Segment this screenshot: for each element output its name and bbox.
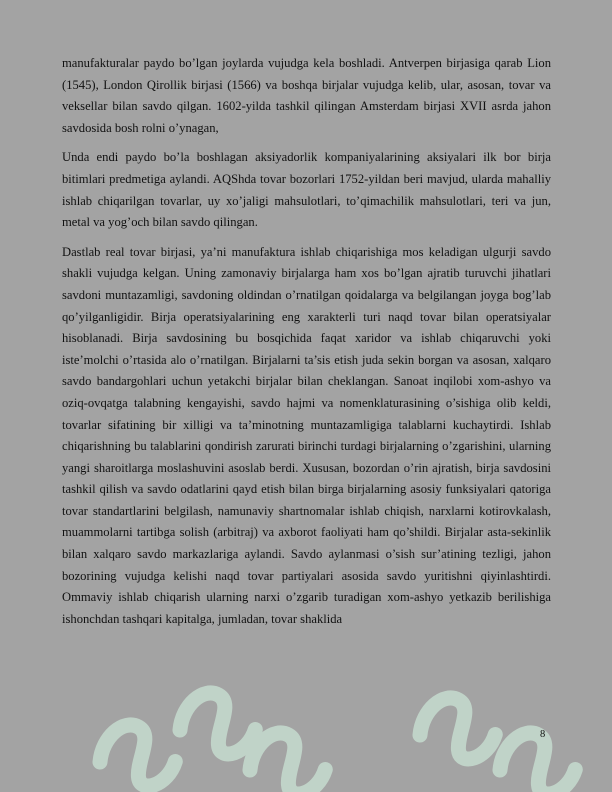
diagonal-s-logo-icon [241,722,329,792]
diagonal-s-logo-icon [171,682,259,771]
diagonal-s-logo-icon [411,687,499,776]
paragraph-1: manufakturalar paydo bo’lgan joylarda vujudga kela boshladi. Antverpen birjasiga qarab Lion (1545), London Qirollik birjasi (1566) va boshqa birjalar vujudga kelib, ular, asosan, tovar va veksellar bilan savdo qilgan. 1602-yilda tashkil qilingan Amsterdam birjasi XVII asrda jahon savdosida bosh rolni o’ynagan, [62,56,551,135]
diagonal-s-logo-icon [91,714,179,792]
paragraph-2: Unda endi paydo bo’la boshlagan aksiyadorlik kompaniyalarining aksiyalari ilk bor birja bitimlari predmetiga aylandi. AQShda tovar bozorlari 1752-yildan beri mavjud, ularda mahalliy ishlab chiqarilgan tovarlar, uy xo’jaligi mahsulotlari, to’qimachilik mahsulotlari, teri va jun, metal va yog’och bilan savdo qilingan. [62,150,551,230]
paragraph-3: Dastlab real tovar birjasi, ya’ni manufaktura ishlab chiqarishiga mos keladigan ulgurji savdo shakli vujudga kelgan. Uning zamonaviy birjalarga ham xos bo’lgan ajratib turuvchi jihatlari savdoni muntazamligi, savdoning oldindan o’rnatilgan qoidalarga va belgilangan joyga bog’lab qo’yilganligidir. Birja operatsiyalarining eng xarakterli turi naqd tovar bilan operatsiyalar hisoblanadi. Birja savdosining bu bosqichida faqat xaridor va ishlab chiqaruvchi yoki iste’molchi o’rtasida alo o’rnatilgan. Birjalarni ta’sis etish juda sekin borgan va asosan, xalqaro savdo bandargohlari uchun yetakchi birjalar bilan cheklangan. Sanoat inqilobi xom-ashyo va oziq-ovqatga talabning kengayishi, savdo hajmi va nomenklaturasining o’sishiga olib keldi, tovarlar sifatining bir xilligi va ta’minotning muntazamligiga talablarni kuchaytirdi. Ishlab chiqarishning bu talablarini qondirish zarurati birinchi turdagi birjalarning o’zgarishini, ularning yangi sharoitlarga moslashuvini asoslab berdi. Xususan, bozordan o’rin ajratish, birja savdosini tashkil qilish va savdo odatlarini qayd etish bilan birga birjalarning asosiy funksiyalari qatoriga tovar standartlarini belgilash, namunaviy shartnomalar ishlab chiqish, narxlarni kotirovkalash, muammolarni tartibga solish (arbitraj) va axborot faoliyati ham qo’shildi. Birjalar asta-sekinlik bilan xalqaro savdo markazlariga aylandi. Savdo aylanmasi o’sish sur’atining tezligi, jahon bozorining vujudga kelishi naqd tovar partiyalari asosida savdo yuritishni qiyinlashtirdi. Ommaviy ishlab chiqarish ularning narxi o’zgarib turadigan xom-ashyo yetkazib berilishiga ishonchdan tashqari kapitalga, jumladan, tovar shaklida [62,244,551,626]
document-body [62,53,551,638]
diagonal-s-logo-icon [491,722,579,792]
page-number: 8 [540,729,546,740]
